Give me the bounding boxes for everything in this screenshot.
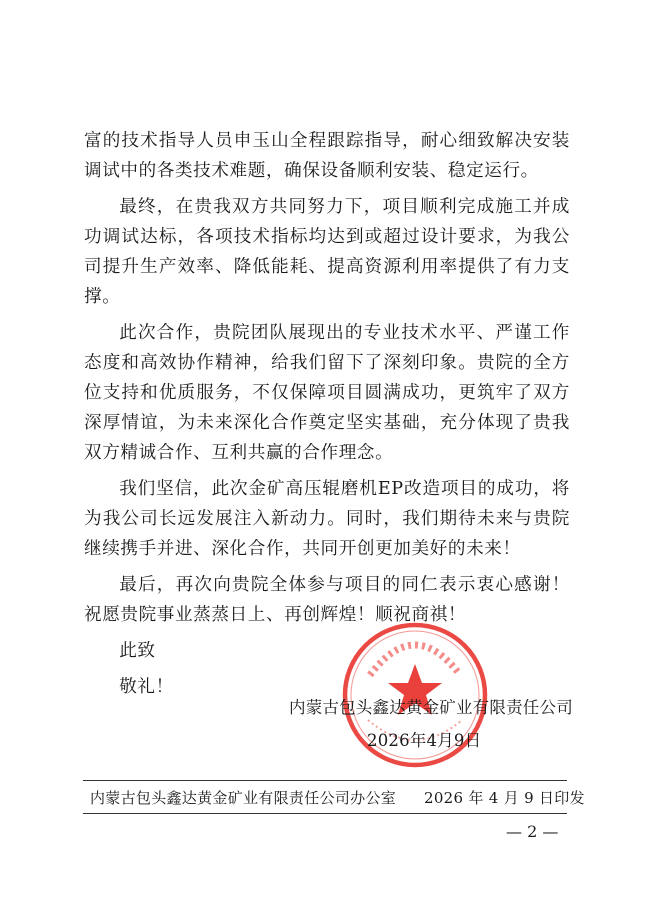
paragraph-3: 此次合作，贵院团队展现出的专业技术水平、严谨工作态度和高效协作精神，给我们留下了深刻印象。贵院的全方位支持和优质服务，不仅保障项目圆满成功，更筑牢了双方深厚情谊，为未来深化合作奠定坚实基础，充分体现了贵我双方精诚合作、互利共赢的合作理念。 <box>84 323 570 463</box>
paragraph-2: 最终，在贵我双方共同努力下，项目顺利完成施工并成功调试达标，各项技术指标均达到或超过设计要求，为我公司提升生产效率、降低能耗、提高资源利用率提供了有力支撑。 <box>84 197 570 307</box>
footer-bottom-rule <box>83 813 567 814</box>
footer-top-rule <box>83 780 567 781</box>
signature-company: 内蒙古包头鑫达黄金矿业有限责任公司 <box>289 698 573 717</box>
footer-issue-date: 2026 年 4 月 9 日印发 <box>424 789 585 807</box>
closing-salutation: 此致 <box>119 641 156 661</box>
paragraph-1: 富的技术指导人员申玉山全程跟踪指导，耐心细致解决安装调试中的各类技术难题，确保设备顺利安装、稳定运行。 <box>84 131 570 181</box>
paragraph-5: 最后，再次向贵院全体参与项目的同仁表示衷心感谢！祝愿贵院事业蒸蒸日上、再创辉煌！顺祝商祺！ <box>84 575 570 625</box>
footer-issuer: 内蒙古包头鑫达黄金矿业有限责任公司办公室 <box>90 789 397 807</box>
paragraph-4: 我们坚信，此次金矿高压辊磨机EP改造项目的成功，将为我公司长远发展注入新动力。同时，我们期待未来与贵院继续携手并进、深化合作，共同开创更加美好的未来！ <box>84 479 570 559</box>
closing-regards: 敬礼！ <box>119 677 174 697</box>
signature-date: 2026年4月9日 <box>367 731 482 750</box>
letter-body <box>84 126 570 708</box>
page-number: — 2 — <box>506 822 559 841</box>
